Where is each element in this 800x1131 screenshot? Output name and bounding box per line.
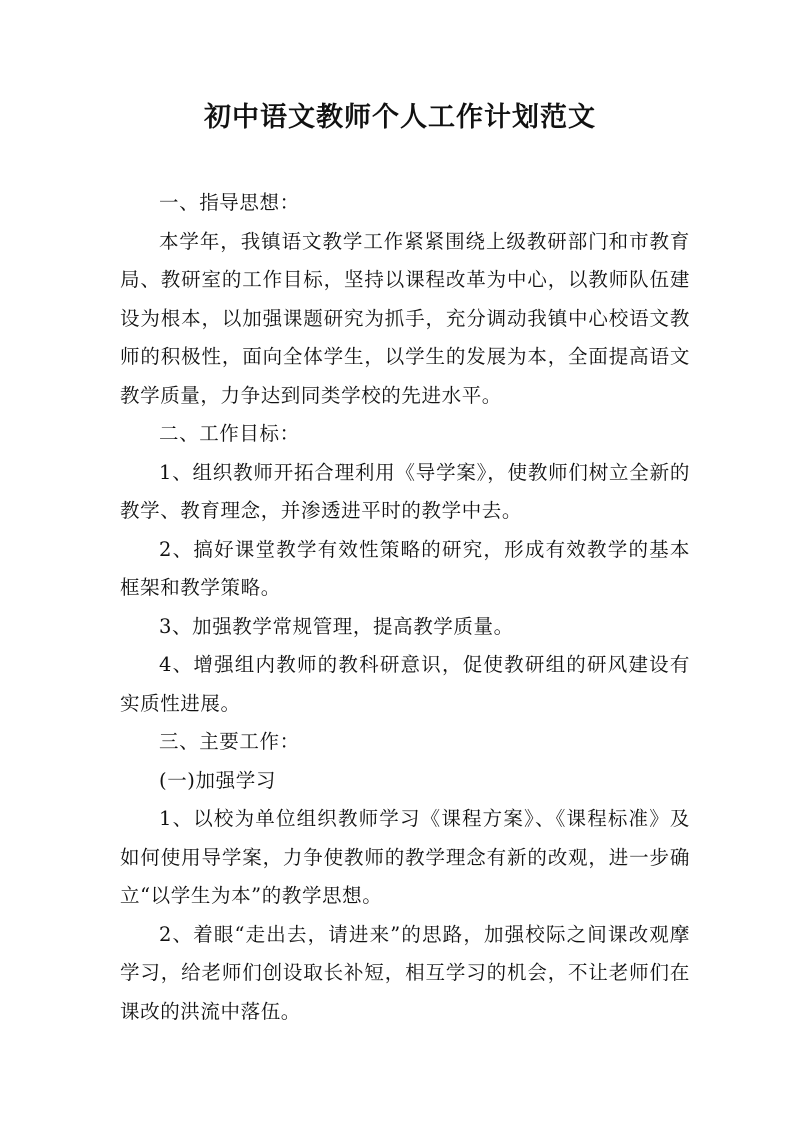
document-title: 初中语文教师个人工作计划范文 (204, 102, 596, 133)
goal-item-3: 3、加强教学常规管理，提高教学质量。 (159, 614, 514, 638)
work-item-2: 2、着眼“走出去，请进来”的思路，加强校际之间课改观摩学习，给老师们创设取长补短，相互学习的机会，不让老师们在课改的洪流中落伍。 (120, 922, 690, 1023)
section-heading-work-goals: 二、工作目标： (159, 422, 300, 445)
section-heading-guiding-thought: 一、指导思想： (159, 191, 300, 214)
subsection-heading-strengthen-learning: (一)加强学习 (159, 768, 276, 792)
goal-item-4: 4、增强组内教师的教科研意识，促使教研组的研风建设有实质性进展。 (120, 653, 690, 715)
document-body (120, 184, 690, 1031)
work-item-1: 1、以校为单位组织教师学习《课程方案》、《课程标准》及如何使用导学案，力争使教师的教学理念有新的改观，进一步确立“以学生为本”的教学思想。 (120, 807, 690, 907)
section-heading-main-work: 三、主要工作： (159, 730, 300, 753)
goal-item-1: 1、组织教师开拓合理利用《导学案》，使教师们树立全新的教学、教育理念，并渗透进平时的教学中去。 (120, 460, 690, 522)
paragraph-guiding-thought: 本学年，我镇语文教学工作紧紧围绕上级教研部门和市教育局、教研室的工作目标，坚持以课程改革为中心，以教师队伍建设为根本，以加强课题研究为抓手，充分调动我镇中心校语文教师的积极性，面向全体学生，以学生的发展为本，全面提高语文教学质量，力争达到同类学校的先进水平。 (120, 229, 690, 407)
goal-item-2: 2、搞好课堂教学有效性策略的研究，形成有效教学的基本框架和教学策略。 (120, 537, 690, 599)
